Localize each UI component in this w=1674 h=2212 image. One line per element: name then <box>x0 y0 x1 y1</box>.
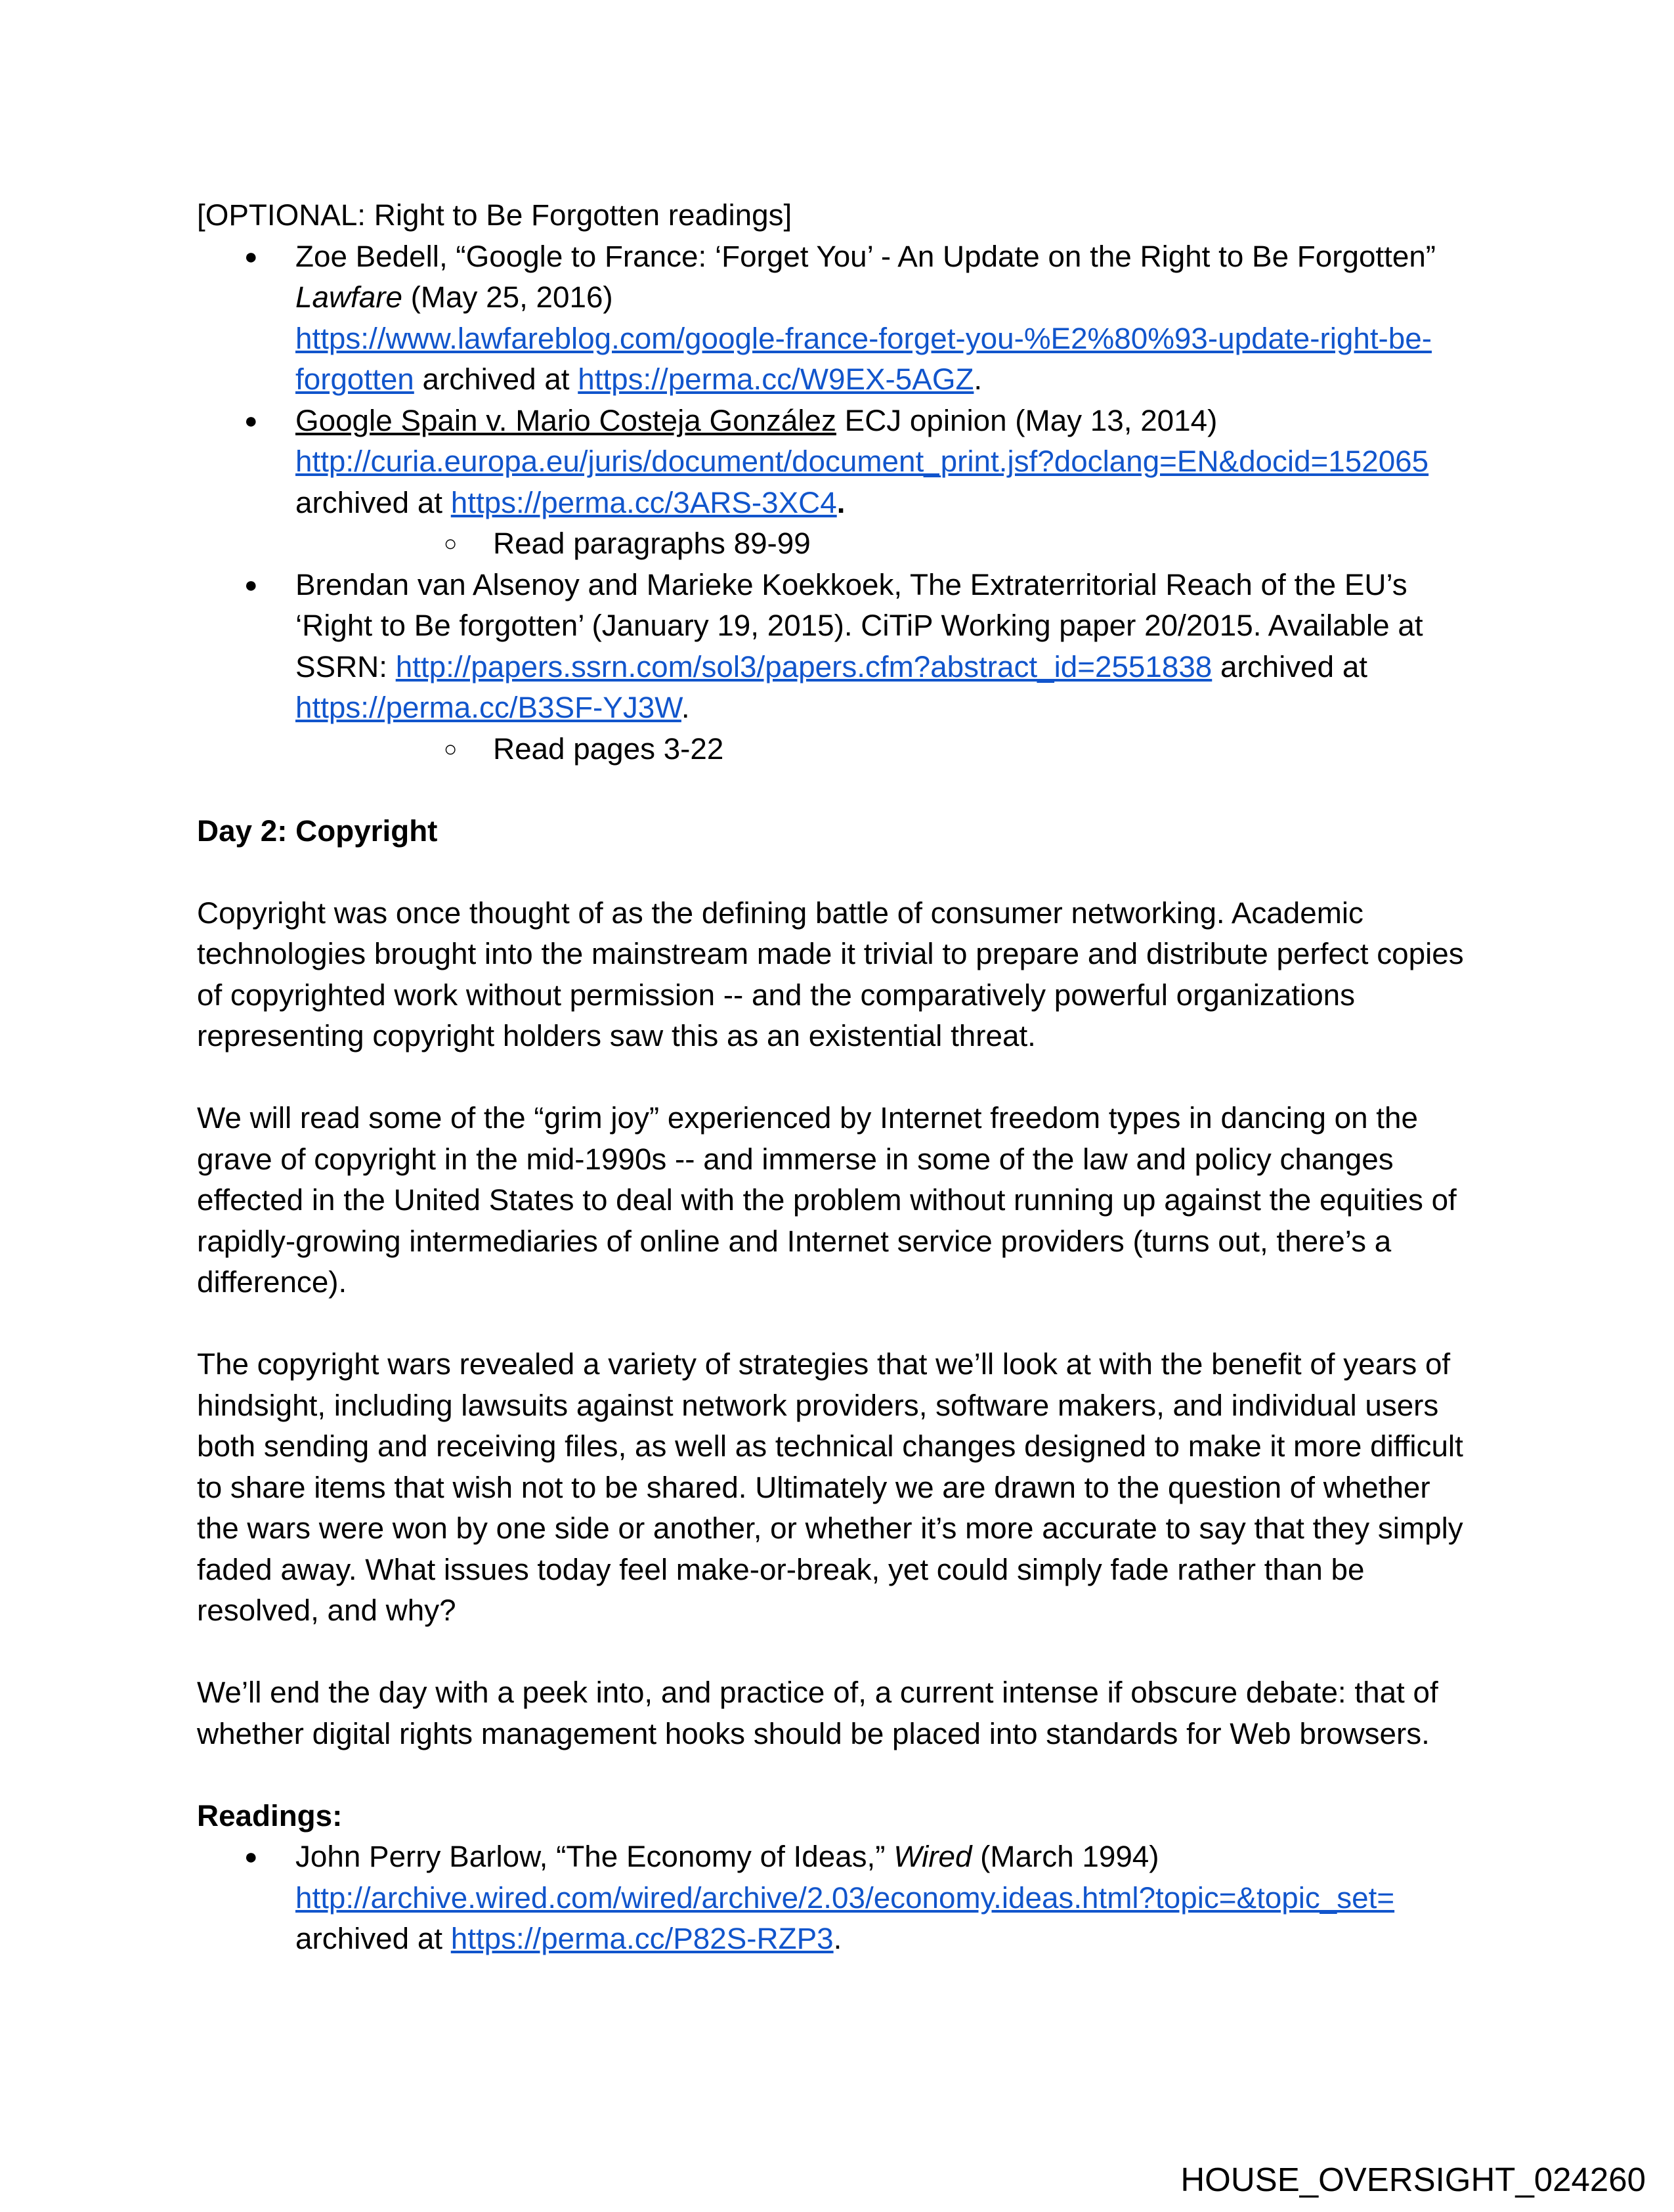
citation-text: John Perry Barlow, “The Economy of Ideas,” <box>295 1840 894 1873</box>
citation-date: (May 25, 2016) <box>402 280 613 314</box>
article-link[interactable]: http://archive.wired.com/wired/archive/2.03/economy.ideas.html?topic=&topic_set= <box>295 1880 1395 1915</box>
archive-link[interactable]: https://perma.cc/3ARS-3XC4 <box>450 485 837 519</box>
source-name: Lawfare <box>295 280 402 314</box>
archived-label: archived at <box>414 362 578 396</box>
readings-heading <box>197 1796 1477 1837</box>
paragraph: We’ll end the day with a peek into, and practice of, a current intense if obscure debate: that of whether digital rights management hooks should be placed into standards for Web browsers. <box>197 1676 1438 1750</box>
list-item <box>197 565 1477 770</box>
punctuation: . <box>836 485 846 519</box>
punctuation: . <box>833 1922 842 1955</box>
paragraph: We will read some of the “grim joy” experienced by Internet freedom types in dancing on the grave of copyright in the mid-1990s -- and immerse in some of the law and policy changes effected in the United States to deal with the problem without running up against the equities of rapidly-growing intermediaries of online and Internet service providers (turns out, there’s a difference). <box>197 1101 1457 1299</box>
archive-link[interactable]: https://perma.cc/P82S-RZP3 <box>450 1922 834 1955</box>
citation-date: (March 1994) <box>972 1840 1159 1873</box>
list-item <box>197 236 1477 401</box>
citation-text: Zoe Bedell, “Google to France: ‘Forget You’ - An Update on the Right to Be Forgotten” <box>295 239 1436 273</box>
readings-list <box>197 1836 1477 1960</box>
ssrn-link[interactable]: http://papers.ssrn.com/sol3/papers.cfm?abstract_id=2551838 <box>395 649 1213 683</box>
citation-text: ECJ opinion (May 13, 2014) <box>836 403 1218 437</box>
optional-readings-list <box>197 236 1477 770</box>
punctuation: . <box>681 691 690 724</box>
paragraph: The copyright wars revealed a variety of strategies that we’ll look at with the benefit of years of hindsight, including lawsuits against network providers, software makers, and individual users both sending and receiving files, as well as technical changes designed to make it more difficult to share items that wish not to be shared. Ultimately we are drawn to the question of whether the wars were won by one side or another, or whether it’s more accurate to say that they simply faded away. What issues today feel make-or-break, yet could simply fade rather than be resolved, and why? <box>197 1347 1463 1627</box>
section-heading <box>197 811 1477 852</box>
paragraph: Copyright was once thought of as the defining battle of consumer networking. Academic technologies brought into the mainstream made it trivial to prepare and distribute perfect copies of copyrighted work without permission -- and the comparatively powerful organizations representing copyright holders saw this as an existential threat. <box>197 896 1464 1052</box>
opinion-link[interactable]: http://curia.europa.eu/juris/document/document_print.jsf?doclang=EN&docid=152065 <box>295 445 1429 478</box>
bates-number: HOUSE_OVERSIGHT_024260 <box>1180 2161 1646 2198</box>
punctuation: . <box>974 362 983 396</box>
archived-label: archived at <box>295 1922 451 1955</box>
source-name: Wired <box>893 1840 972 1873</box>
list-item <box>197 1836 1477 1960</box>
sub-list-item: ○ Read pages 3-22 <box>295 729 1477 770</box>
archived-label: archived at <box>1212 649 1368 683</box>
list-item <box>197 401 1477 565</box>
article-link[interactable]: https://www.lawfareblog.com/google-france-forget-you-%E2%80%93-update-right-be-forgotten <box>295 321 1432 396</box>
archive-link[interactable]: https://perma.cc/W9EX-5AGZ <box>578 362 974 396</box>
day2-heading: Day 2: Copyright <box>197 813 438 848</box>
document-page <box>197 195 1477 1960</box>
readings-heading-text: Readings: <box>197 1798 343 1832</box>
case-name: Google Spain v. Mario Costeja González <box>295 403 836 437</box>
optional-heading: [OPTIONAL: Right to Be Forgotten readings] <box>197 198 792 232</box>
citation-text: Brendan van Alsenoy and Marieke Koekkoek, The Extraterritorial Reach of the EU’s ‘Right to Be forgotten’ (January 19, 2015). CiTiP Working paper 20/2015. Available at SSRN: <box>295 567 1423 683</box>
archived-label: archived at <box>295 485 451 519</box>
archive-link[interactable]: https://perma.cc/B3SF-YJ3W <box>295 691 681 724</box>
sub-list-item: ○ Read paragraphs 89-99 <box>295 523 1477 565</box>
